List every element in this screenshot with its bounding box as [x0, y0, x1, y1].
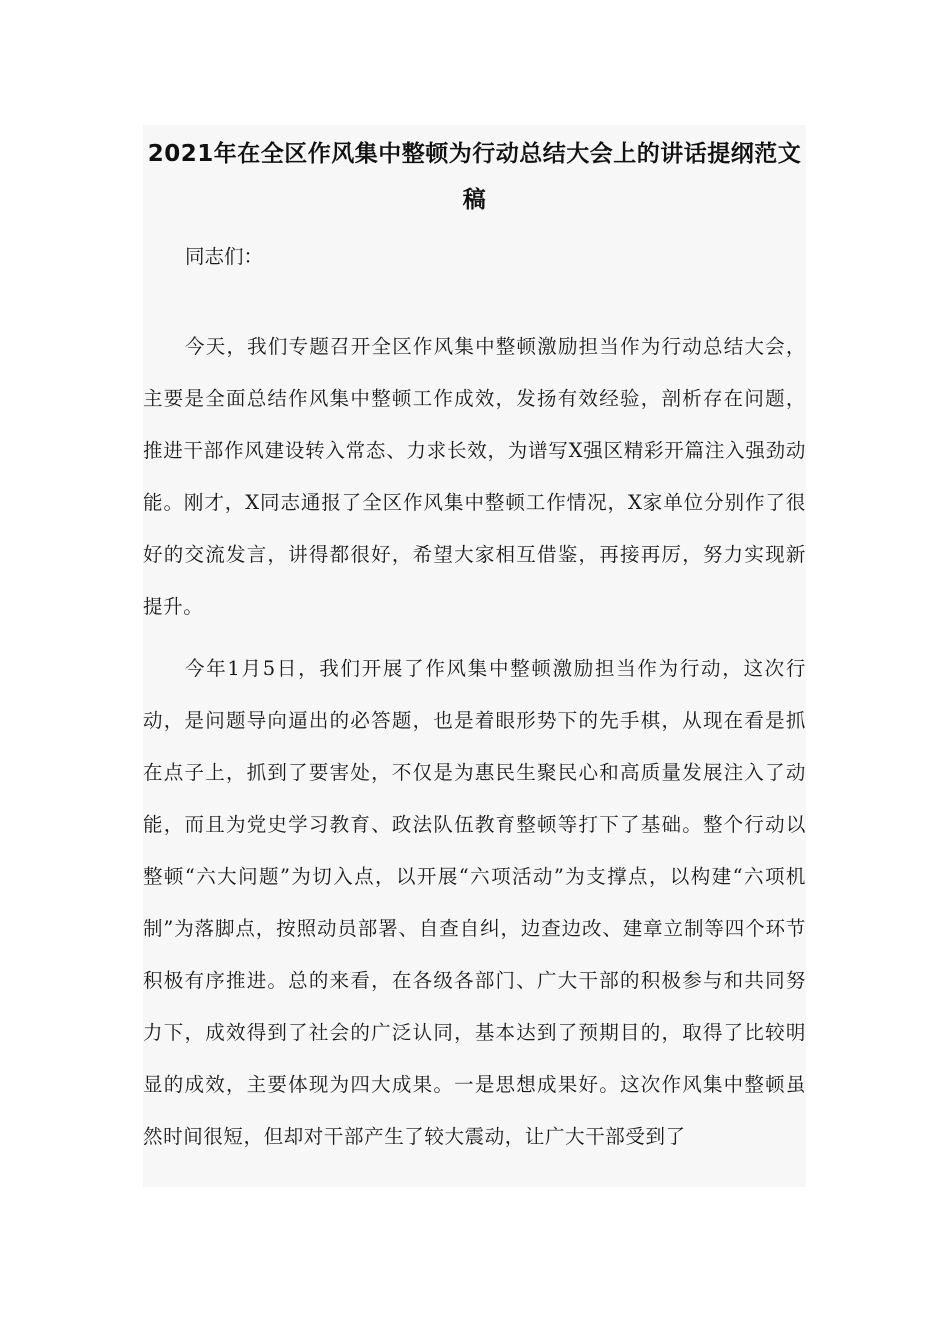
- body-paragraph-1: 今天，我们专题召开全区作风集中整顿激励担当作为行动总结大会，主要是全面总结作风集中整顿工作成效，发扬有效经验，剖析存在问题，推进干部作风建设转入常态、力求长效，为谱写X强区精彩开篇注入强劲动能。刚才，X同志通报了全区作风集中整顿工作情况，X家单位分别作了很好的交流发言，讲得都很好，希望大家相互借鉴，再接再厉，努力实现新提升。: [143, 335, 806, 618]
- document-page: [143, 125, 806, 1187]
- body-paragraph-2: 今年1月5日，我们开展了作风集中整顿激励担当作为行动，这次行动，是问题导向逼出的必答题，也是着眼形势下的先手棋，从现在看是抓在点子上，抓到了要害处，不仅是为惠民生聚民心和高质量发展注入了动能，而且为党史学习教育、政法队伍教育整顿等打下了基础。整个行动以整顿“六大问题”为切入点，以开展“六项活动”为支撑点，以构建“六项机制”为落脚点，按照动员部署、自查自纠，边查边改、建章立制等四个环节积极有序推进。总的来看，在各级各部门、广大干部的积极参与和共同努力下，成效得到了社会的广泛认同，基本达到了预期目的，取得了比较明显的成效，主要体现为四大成果。一是思想成果好。这次作风集中整顿虽然时间很短，但却对干部产生了较大震动，让广大干部受到了: [143, 657, 806, 1148]
- salutation: 同志们：: [185, 245, 264, 268]
- document-title: 2021年在全区作风集中整顿为行动总结大会上的讲话提纲范文稿: [147, 141, 802, 213]
